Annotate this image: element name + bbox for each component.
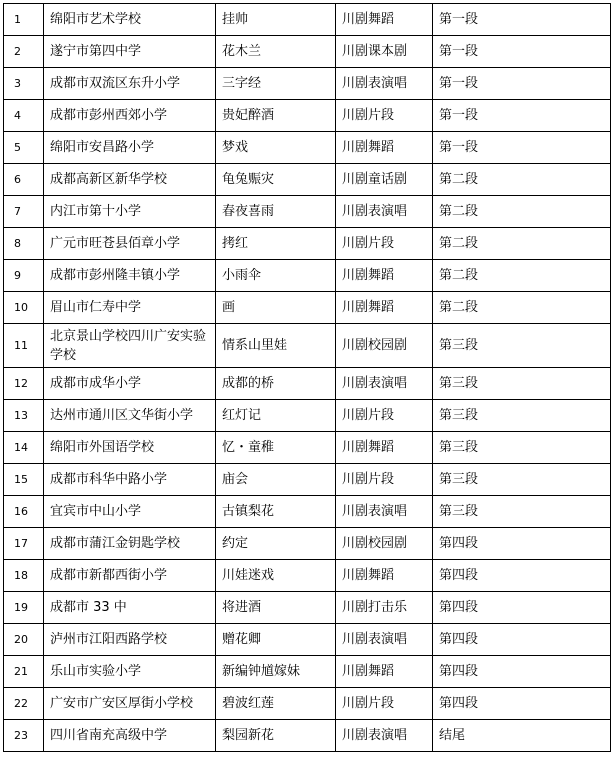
- table-row: [4, 68, 611, 100]
- genre-cell: 川剧表演唱: [336, 496, 433, 528]
- program-cell: 碧波红莲: [216, 688, 336, 720]
- table-row: [4, 464, 611, 496]
- table-row: [4, 4, 611, 36]
- genre-cell: 川剧舞蹈: [336, 292, 433, 324]
- genre-cell: 川剧片段: [336, 228, 433, 260]
- row-number-cell: 9: [4, 260, 44, 292]
- row-number-cell: 22: [4, 688, 44, 720]
- table-row: [4, 400, 611, 432]
- table-row: [4, 624, 611, 656]
- row-number-cell: 13: [4, 400, 44, 432]
- row-number-cell: 10: [4, 292, 44, 324]
- program-cell: 新编钟馗嫁妹: [216, 656, 336, 688]
- genre-cell: 川剧表演唱: [336, 68, 433, 100]
- table-row: [4, 656, 611, 688]
- row-number-cell: 23: [4, 720, 44, 752]
- program-cell: 川娃迷戏: [216, 560, 336, 592]
- school-cell: 绵阳市外国语学校: [44, 432, 216, 464]
- row-number-cell: 8: [4, 228, 44, 260]
- segment-cell: 第一段: [433, 132, 611, 164]
- segment-cell: 第一段: [433, 68, 611, 100]
- genre-cell: 川剧片段: [336, 688, 433, 720]
- genre-cell: 川剧舞蹈: [336, 260, 433, 292]
- program-cell: 古镇梨花: [216, 496, 336, 528]
- segment-cell: 第四段: [433, 656, 611, 688]
- program-cell: 花木兰: [216, 36, 336, 68]
- row-number-cell: 18: [4, 560, 44, 592]
- segment-cell: 第三段: [433, 400, 611, 432]
- program-cell: 将进酒: [216, 592, 336, 624]
- row-number-cell: 19: [4, 592, 44, 624]
- school-cell: 成都市科华中路小学: [44, 464, 216, 496]
- genre-cell: 川剧片段: [336, 400, 433, 432]
- program-cell: 贵妃醉酒: [216, 100, 336, 132]
- table-row: [4, 36, 611, 68]
- program-cell: 拷红: [216, 228, 336, 260]
- segment-cell: 第二段: [433, 260, 611, 292]
- school-cell: 泸州市江阳西路学校: [44, 624, 216, 656]
- row-number-cell: 6: [4, 164, 44, 196]
- genre-cell: 川剧舞蹈: [336, 560, 433, 592]
- table-row: [4, 164, 611, 196]
- program-cell: 龟兔赈灾: [216, 164, 336, 196]
- school-cell: 绵阳市安昌路小学: [44, 132, 216, 164]
- segment-cell: 第三段: [433, 324, 611, 368]
- program-cell: 红灯记: [216, 400, 336, 432]
- program-cell: 约定: [216, 528, 336, 560]
- program-cell: 梦戏: [216, 132, 336, 164]
- school-cell: 达州市通川区文华街小学: [44, 400, 216, 432]
- row-number-cell: 12: [4, 368, 44, 400]
- row-number-cell: 16: [4, 496, 44, 528]
- table-row: [4, 260, 611, 292]
- table-row: [4, 292, 611, 324]
- table-row: [4, 132, 611, 164]
- school-cell: 广安市广安区厚街小学校: [44, 688, 216, 720]
- table-row: [4, 432, 611, 464]
- program-table-body: [4, 4, 611, 752]
- school-cell: 绵阳市艺术学校: [44, 4, 216, 36]
- school-cell: 广元市旺苍县佰章小学: [44, 228, 216, 260]
- table-row: [4, 100, 611, 132]
- segment-cell: 第二段: [433, 196, 611, 228]
- segment-cell: 结尾: [433, 720, 611, 752]
- row-number-cell: 4: [4, 100, 44, 132]
- segment-cell: 第二段: [433, 228, 611, 260]
- segment-cell: 第四段: [433, 592, 611, 624]
- school-cell: 四川省南充高级中学: [44, 720, 216, 752]
- segment-cell: 第二段: [433, 292, 611, 324]
- row-number-cell: 7: [4, 196, 44, 228]
- row-number-cell: 5: [4, 132, 44, 164]
- program-cell: 三字经: [216, 68, 336, 100]
- school-cell: 成都市彭州隆丰镇小学: [44, 260, 216, 292]
- table-row: [4, 720, 611, 752]
- segment-cell: 第三段: [433, 432, 611, 464]
- program-cell: 忆・童稚: [216, 432, 336, 464]
- school-cell: 内江市第十小学: [44, 196, 216, 228]
- table-row: [4, 196, 611, 228]
- school-cell: 成都市 33 中: [44, 592, 216, 624]
- segment-cell: 第一段: [433, 36, 611, 68]
- row-number-cell: 11: [4, 324, 44, 368]
- table-row: [4, 688, 611, 720]
- genre-cell: 川剧表演唱: [336, 720, 433, 752]
- program-cell: 情系山里娃: [216, 324, 336, 368]
- segment-cell: 第一段: [433, 100, 611, 132]
- program-cell: 赠花卿: [216, 624, 336, 656]
- segment-cell: 第四段: [433, 528, 611, 560]
- program-cell: 梨园新花: [216, 720, 336, 752]
- school-cell: 成都市双流区东升小学: [44, 68, 216, 100]
- table-row: [4, 528, 611, 560]
- table-row: [4, 368, 611, 400]
- program-cell: 成都的桥: [216, 368, 336, 400]
- row-number-cell: 20: [4, 624, 44, 656]
- row-number-cell: 14: [4, 432, 44, 464]
- row-number-cell: 17: [4, 528, 44, 560]
- row-number-cell: 3: [4, 68, 44, 100]
- genre-cell: 川剧课本剧: [336, 36, 433, 68]
- genre-cell: 川剧表演唱: [336, 196, 433, 228]
- genre-cell: 川剧打击乐: [336, 592, 433, 624]
- segment-cell: 第四段: [433, 688, 611, 720]
- genre-cell: 川剧舞蹈: [336, 432, 433, 464]
- program-cell: 挂帅: [216, 4, 336, 36]
- segment-cell: 第四段: [433, 624, 611, 656]
- school-cell: 遂宁市第四中学: [44, 36, 216, 68]
- genre-cell: 川剧舞蹈: [336, 132, 433, 164]
- school-cell: 宜宾市中山小学: [44, 496, 216, 528]
- school-cell: 成都高新区新华学校: [44, 164, 216, 196]
- genre-cell: 川剧片段: [336, 100, 433, 132]
- table-row: [4, 592, 611, 624]
- school-cell: 北京景山学校四川广安实验学校: [44, 324, 216, 368]
- school-cell: 眉山市仁寿中学: [44, 292, 216, 324]
- row-number-cell: 21: [4, 656, 44, 688]
- segment-cell: 第三段: [433, 496, 611, 528]
- genre-cell: 川剧校园剧: [336, 528, 433, 560]
- table-row: [4, 560, 611, 592]
- genre-cell: 川剧舞蹈: [336, 4, 433, 36]
- segment-cell: 第三段: [433, 464, 611, 496]
- genre-cell: 川剧表演唱: [336, 368, 433, 400]
- genre-cell: 川剧舞蹈: [336, 656, 433, 688]
- school-cell: 成都市彭州西郊小学: [44, 100, 216, 132]
- row-number-cell: 15: [4, 464, 44, 496]
- school-cell: 成都市成华小学: [44, 368, 216, 400]
- genre-cell: 川剧校园剧: [336, 324, 433, 368]
- segment-cell: 第一段: [433, 4, 611, 36]
- program-cell: 春夜喜雨: [216, 196, 336, 228]
- genre-cell: 川剧童话剧: [336, 164, 433, 196]
- table-row: [4, 228, 611, 260]
- row-number-cell: 1: [4, 4, 44, 36]
- row-number-cell: 2: [4, 36, 44, 68]
- program-cell: 小雨伞: [216, 260, 336, 292]
- genre-cell: 川剧表演唱: [336, 624, 433, 656]
- table-row: [4, 496, 611, 528]
- program-cell: 庙会: [216, 464, 336, 496]
- genre-cell: 川剧片段: [336, 464, 433, 496]
- school-cell: 乐山市实验小学: [44, 656, 216, 688]
- segment-cell: 第三段: [433, 368, 611, 400]
- program-cell: 画: [216, 292, 336, 324]
- table-row: [4, 324, 611, 368]
- school-cell: 成都市蒲江金钥匙学校: [44, 528, 216, 560]
- segment-cell: 第四段: [433, 560, 611, 592]
- program-table: [3, 3, 611, 752]
- segment-cell: 第二段: [433, 164, 611, 196]
- school-cell: 成都市新都西街小学: [44, 560, 216, 592]
